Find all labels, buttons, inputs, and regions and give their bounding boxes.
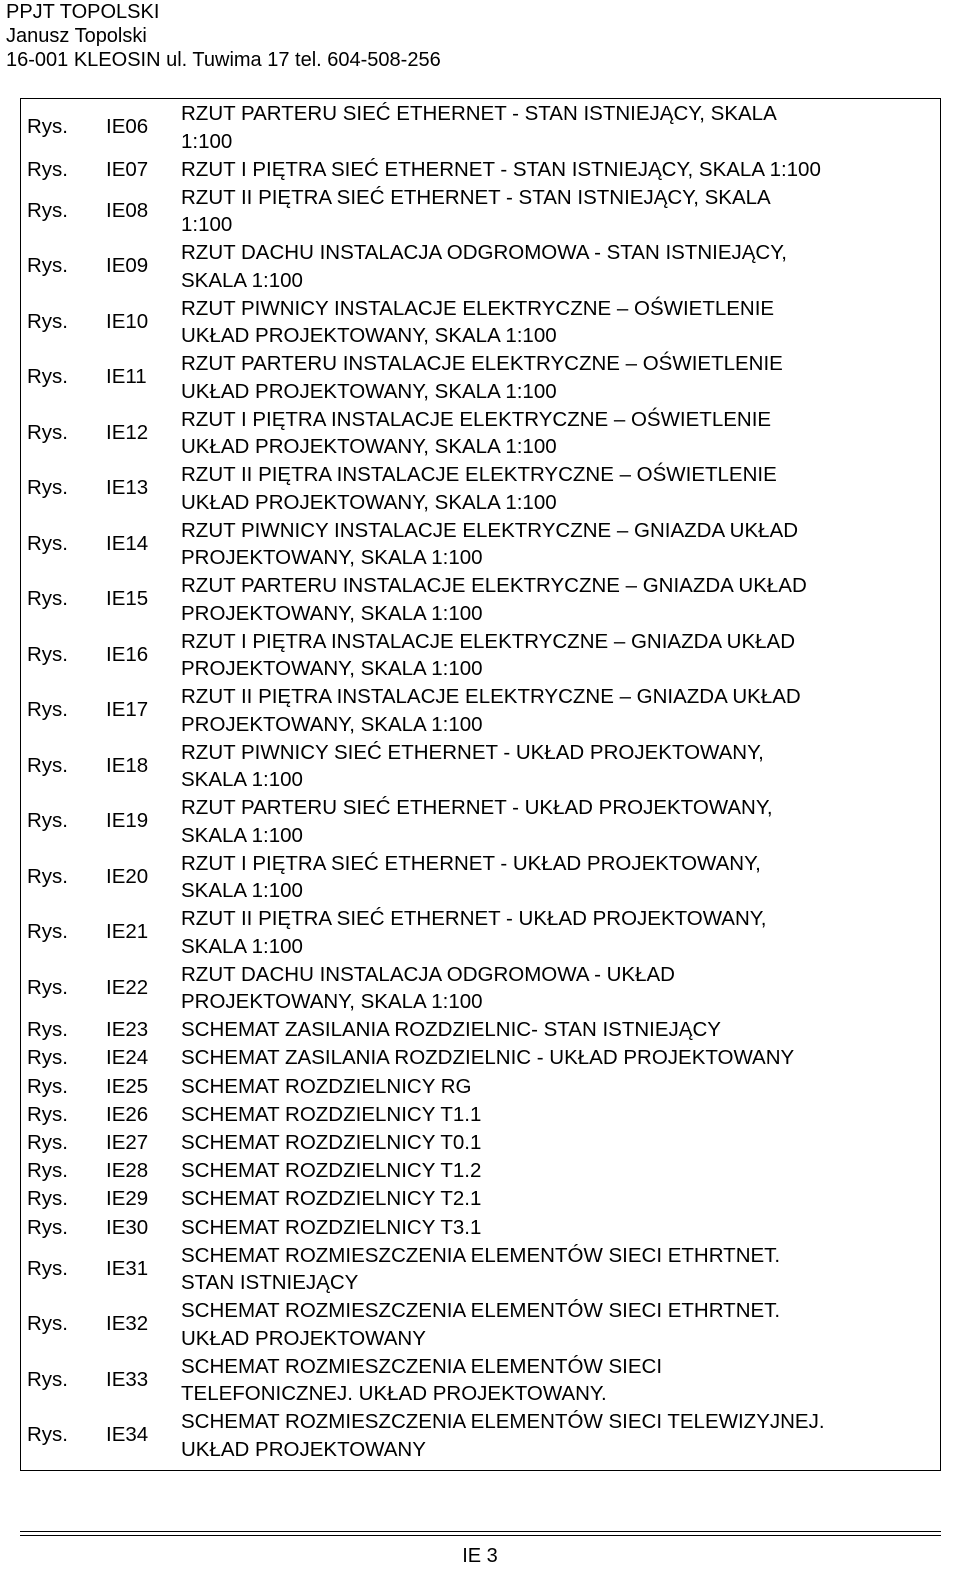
drawing-row — [25, 1297, 945, 1353]
drawing-prefix: Rys. — [27, 809, 68, 833]
drawing-row — [25, 905, 945, 961]
drawing-title — [181, 961, 941, 1016]
drawing-prefix: Rys. — [27, 698, 68, 722]
drawing-title-line: RZUT DACHU INSTALACJA ODGROMOWA - STAN ISTNIEJĄCY, — [181, 241, 787, 265]
drawing-title-line: UKŁAD PROJEKTOWANY — [181, 1437, 426, 1461]
drawing-title — [181, 683, 941, 738]
drawing-code: IE24 — [106, 1046, 149, 1070]
drawing-prefix: Rys. — [27, 864, 68, 888]
drawing-prefix: Rys. — [27, 420, 68, 444]
drawing-title-line: STAN ISTNIEJĄCY — [181, 1271, 359, 1295]
drawing-row — [25, 1242, 945, 1298]
drawing-row — [25, 961, 945, 1017]
drawing-code: IE17 — [106, 698, 149, 722]
drawing-row — [25, 628, 945, 684]
drawing-prefix: Rys. — [27, 365, 68, 389]
drawing-code: IE33 — [106, 1367, 149, 1391]
drawing-title-line: RZUT I PIĘTRA SIEĆ ETHERNET - UKŁAD PROJEKTOWANY, — [181, 851, 761, 875]
drawing-code: IE27 — [106, 1131, 149, 1154]
drawing-title-line: 1:100 — [181, 129, 233, 153]
drawing-prefix: Rys. — [27, 1074, 68, 1098]
drawing-code: IE31 — [106, 1256, 149, 1280]
drawing-title — [181, 1353, 941, 1408]
drawing-code: IE21 — [106, 920, 149, 944]
drawing-title-line: SCHEMAT ZASILANIA ROZDZIELNIC - UKŁAD PROJEKTOWANY — [181, 1046, 795, 1070]
drawing-title-line: SKALA 1:100 — [181, 768, 303, 792]
drawing-code: IE28 — [106, 1159, 149, 1183]
drawing-title — [181, 1129, 941, 1157]
drawing-title-line: SCHEMAT ROZMIESZCZENIA ELEMENTÓW SIECI ETHRTNET. — [181, 1299, 781, 1323]
drawing-title-line: PROJEKTOWANY, SKALA 1:100 — [181, 657, 483, 681]
drawing-row — [25, 1101, 945, 1129]
drawing-prefix: Rys. — [27, 198, 68, 222]
drawing-title-line: UKŁAD PROJEKTOWANY, SKALA 1:100 — [181, 490, 557, 514]
drawing-prefix: Rys. — [27, 1046, 68, 1070]
drawing-prefix: Rys. — [27, 1215, 68, 1239]
drawing-title-line: SCHEMAT ROZDZIELNICY RG — [181, 1074, 472, 1098]
drawing-prefix: Rys. — [27, 1131, 68, 1154]
drawing-row — [25, 100, 945, 156]
drawing-row — [25, 184, 945, 240]
drawing-title-line: SKALA 1:100 — [181, 823, 303, 847]
drawing-code: IE32 — [106, 1312, 149, 1336]
drawing-prefix: Rys. — [27, 531, 68, 555]
drawing-title — [181, 1408, 941, 1463]
drawing-code: IE12 — [106, 420, 149, 444]
drawing-title-line: RZUT II PIĘTRA SIEĆ ETHERNET - STAN ISTNIEJĄCY, SKALA — [181, 185, 771, 209]
drawing-prefix: Rys. — [27, 254, 68, 278]
drawing-code: IE06 — [106, 115, 149, 138]
drawing-title-line: UKŁAD PROJEKTOWANY, SKALA 1:100 — [181, 379, 557, 403]
drawing-prefix: Rys. — [27, 1256, 68, 1280]
drawing-title — [181, 184, 941, 239]
drawing-title — [181, 461, 941, 516]
drawing-title — [181, 406, 941, 461]
drawing-title-line: SKALA 1:100 — [181, 268, 303, 292]
drawing-row — [25, 295, 945, 351]
drawing-row — [25, 572, 945, 628]
drawing-title — [181, 295, 941, 350]
footer-rule-second — [20, 1535, 941, 1536]
drawing-title — [181, 850, 941, 905]
drawing-row — [25, 1044, 945, 1072]
drawing-prefix: Rys. — [27, 587, 68, 611]
drawing-code: IE23 — [106, 1018, 149, 1042]
drawing-code: IE26 — [106, 1102, 149, 1126]
drawing-row — [25, 1129, 945, 1157]
drawing-title-line: PROJEKTOWANY, SKALA 1:100 — [181, 990, 483, 1014]
drawing-title-line: SCHEMAT ROZMIESZCZENIA ELEMENTÓW SIECI ETHRTNET. — [181, 1243, 781, 1267]
drawing-row — [25, 239, 945, 295]
drawing-title-line: 1:100 — [181, 213, 233, 237]
drawing-title — [181, 350, 941, 405]
drawing-row — [25, 1353, 945, 1409]
company-address: 16-001 KLEOSIN ul. Tuwima 17 tel. 604-508-256 — [6, 49, 441, 71]
drawing-title-line: PROJEKTOWANY, SKALA 1:100 — [181, 712, 483, 736]
drawing-title-line: UKŁAD PROJEKTOWANY, SKALA 1:100 — [181, 324, 557, 348]
drawing-row — [25, 1214, 945, 1242]
drawing-code: IE34 — [106, 1423, 149, 1447]
drawing-row — [25, 1157, 945, 1185]
drawing-title-line: SKALA 1:100 — [181, 934, 303, 958]
drawing-prefix: Rys. — [27, 115, 68, 138]
drawing-prefix: Rys. — [27, 642, 68, 666]
drawing-prefix: Rys. — [27, 1367, 68, 1391]
drawing-code: IE15 — [106, 587, 149, 611]
drawing-code: IE09 — [106, 254, 149, 278]
drawing-title-line: PROJEKTOWANY, SKALA 1:100 — [181, 546, 483, 570]
drawing-title-line: SCHEMAT ROZDZIELNICY T2.1 — [181, 1187, 482, 1211]
drawing-title — [181, 628, 941, 683]
drawing-title — [181, 794, 941, 849]
drawing-row — [25, 517, 945, 573]
drawing-title-line: TELEFONICZNEJ. UKŁAD PROJEKTOWANY. — [181, 1382, 607, 1406]
drawing-title-line: RZUT PIWNICY SIEĆ ETHERNET - UKŁAD PROJEKTOWANY, — [181, 740, 764, 764]
drawing-prefix: Rys. — [27, 1423, 68, 1447]
drawing-title-line: SCHEMAT ROZMIESZCZENIA ELEMENTÓW SIECI — [181, 1354, 663, 1378]
drawing-title — [181, 1044, 941, 1072]
drawing-title-line: SCHEMAT ROZDZIELNICY T1.2 — [181, 1159, 482, 1183]
drawing-code: IE16 — [106, 642, 149, 666]
drawing-title — [181, 517, 941, 572]
drawing-prefix: Rys. — [27, 1187, 68, 1211]
drawing-prefix: Rys. — [27, 476, 68, 500]
drawing-title-line: SCHEMAT ROZDZIELNICY T3.1 — [181, 1215, 482, 1239]
drawing-prefix: Rys. — [27, 1159, 68, 1183]
drawing-title-line: RZUT PARTERU INSTALACJE ELEKTRYCZNE – GNIAZDA UKŁAD — [181, 574, 807, 598]
drawing-prefix: Rys. — [27, 975, 68, 999]
drawing-title — [181, 1101, 941, 1129]
drawing-title-line: RZUT II PIĘTRA INSTALACJE ELEKTRYCZNE – GNIAZDA UKŁAD — [181, 685, 801, 709]
drawing-title-line: RZUT II PIĘTRA SIEĆ ETHERNET - UKŁAD PROJEKTOWANY, — [181, 907, 767, 931]
drawing-title-line: RZUT PIWNICY INSTALACJE ELEKTRYCZNE – GNIAZDA UKŁAD — [181, 518, 799, 542]
person-name: Janusz Topolski — [6, 25, 147, 47]
drawing-row — [25, 794, 945, 850]
drawing-title-line: PROJEKTOWANY, SKALA 1:100 — [181, 601, 483, 625]
drawing-prefix: Rys. — [27, 1018, 68, 1042]
drawing-title-line: SCHEMAT ROZMIESZCZENIA ELEMENTÓW SIECI TELEWIZYJNEJ. — [181, 1410, 825, 1434]
drawing-title-line: RZUT I PIĘTRA INSTALACJE ELEKTRYCZNE – OŚWIETLENIE — [181, 407, 772, 431]
drawing-row — [25, 850, 945, 906]
drawing-code: IE18 — [106, 753, 149, 777]
drawing-code: IE11 — [106, 365, 147, 389]
drawing-row — [25, 461, 945, 517]
drawing-title-line: RZUT DACHU INSTALACJA ODGROMOWA - UKŁAD — [181, 962, 675, 986]
drawing-title — [181, 1016, 941, 1044]
drawing-code: IE08 — [106, 198, 149, 222]
drawing-title-line: RZUT I PIĘTRA SIEĆ ETHERNET - STAN ISTNIEJĄCY, SKALA 1:100 — [181, 157, 821, 181]
drawing-row — [25, 1073, 945, 1101]
drawing-code: IE13 — [106, 476, 149, 500]
drawing-title-line: UKŁAD PROJEKTOWANY — [181, 1326, 426, 1350]
drawing-title — [181, 1157, 941, 1185]
drawing-code: IE30 — [106, 1215, 149, 1239]
drawing-prefix: Rys. — [27, 753, 68, 777]
drawing-code: IE07 — [106, 157, 149, 181]
drawing-title — [181, 1297, 941, 1352]
drawing-title — [181, 1242, 941, 1297]
drawing-prefix: Rys. — [27, 1102, 68, 1126]
drawing-title-line: RZUT PIWNICY INSTALACJE ELEKTRYCZNE – OŚWIETLENIE — [181, 296, 775, 320]
company-name: PPJT TOPOLSKI — [6, 1, 160, 23]
drawing-row — [25, 1185, 945, 1213]
drawing-prefix: Rys. — [27, 309, 68, 333]
drawing-title — [181, 239, 941, 294]
drawing-title-line: SKALA 1:100 — [181, 879, 303, 903]
drawing-title-line: RZUT I PIĘTRA INSTALACJE ELEKTRYCZNE – GNIAZDA UKŁAD — [181, 629, 796, 653]
drawing-row — [25, 156, 945, 184]
drawing-code: IE22 — [106, 975, 149, 999]
drawing-title — [181, 1185, 941, 1213]
drawing-row — [25, 350, 945, 406]
drawing-title — [181, 156, 941, 184]
drawing-title — [181, 572, 941, 627]
drawing-title-line: SCHEMAT ROZDZIELNICY T0.1 — [181, 1131, 482, 1154]
page-number: IE 3 — [462, 1545, 498, 1567]
drawing-code: IE20 — [106, 864, 149, 888]
drawing-title — [181, 905, 941, 960]
drawing-title-line: RZUT PARTERU SIEĆ ETHERNET - UKŁAD PROJEKTOWANY, — [181, 796, 773, 820]
drawing-title — [181, 1073, 941, 1101]
drawing-title — [181, 100, 941, 155]
drawing-row — [25, 1016, 945, 1044]
drawing-row — [25, 683, 945, 739]
drawing-code: IE14 — [106, 531, 149, 555]
drawing-prefix: Rys. — [27, 1312, 68, 1336]
drawing-title-line: RZUT II PIĘTRA INSTALACJE ELEKTRYCZNE – OŚWIETLENIE — [181, 463, 777, 487]
drawing-title-line: UKŁAD PROJEKTOWANY, SKALA 1:100 — [181, 435, 557, 459]
drawing-code: IE10 — [106, 309, 149, 333]
drawing-code: IE25 — [106, 1074, 149, 1098]
drawing-title-line: SCHEMAT ZASILANIA ROZDZIELNIC- STAN ISTNIEJĄCY — [181, 1018, 721, 1042]
drawing-code: IE29 — [106, 1187, 149, 1211]
drawing-row — [25, 739, 945, 795]
drawing-title — [181, 1214, 941, 1242]
drawing-title-line: SCHEMAT ROZDZIELNICY T1.1 — [181, 1102, 482, 1126]
drawing-row — [25, 406, 945, 462]
drawing-title — [181, 739, 941, 794]
drawing-title-line: RZUT PARTERU INSTALACJE ELEKTRYCZNE – OŚWIETLENIE — [181, 352, 783, 376]
drawing-prefix: Rys. — [27, 920, 68, 944]
footer-rule — [20, 1531, 941, 1532]
document-header — [6, 0, 441, 72]
drawing-row — [25, 1408, 945, 1464]
drawing-title-line: RZUT PARTERU SIEĆ ETHERNET - STAN ISTNIEJĄCY, SKALA — [181, 102, 777, 125]
drawing-code: IE19 — [106, 809, 149, 833]
drawing-prefix: Rys. — [27, 157, 68, 181]
